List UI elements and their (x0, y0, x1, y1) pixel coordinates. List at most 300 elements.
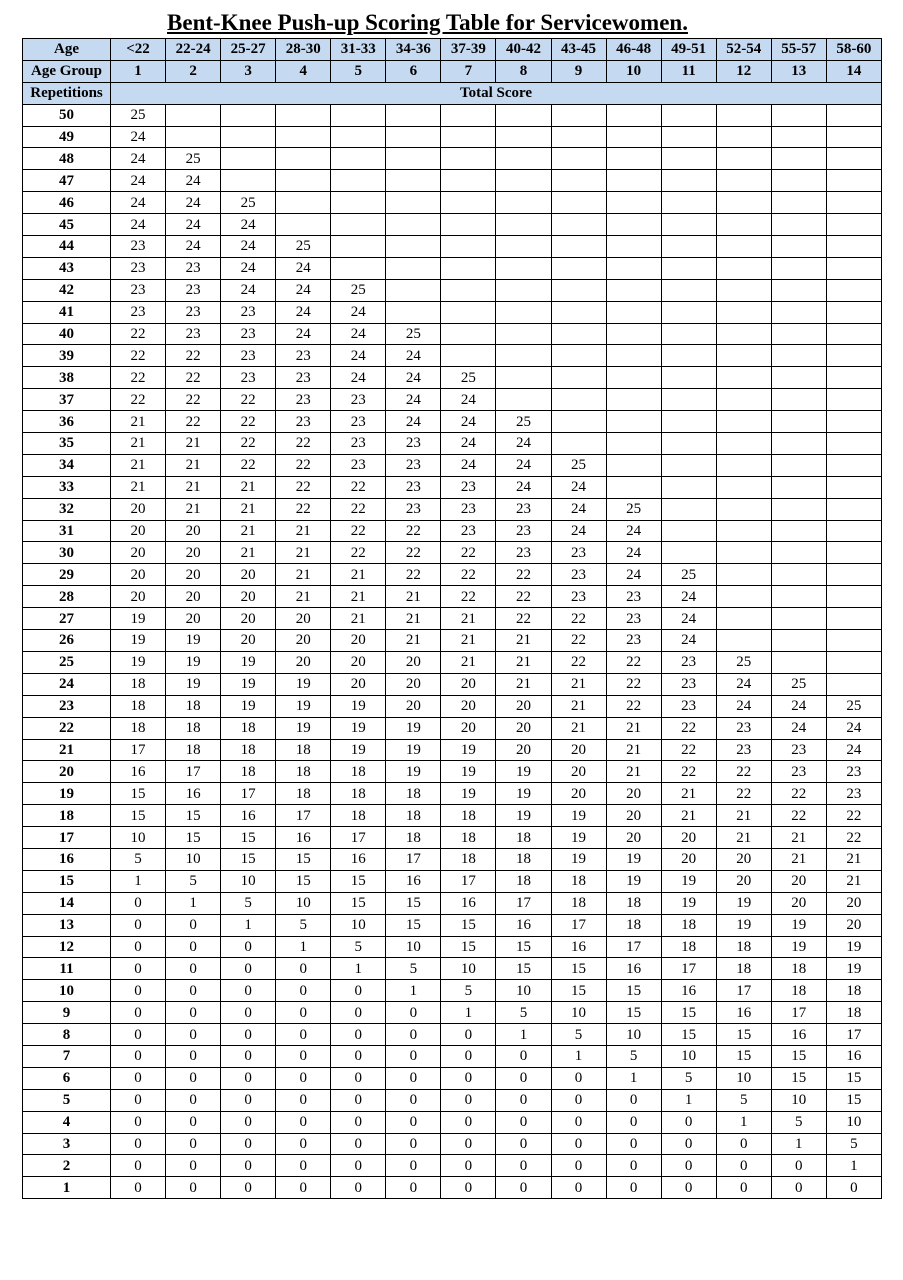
score-cell: 24 (441, 389, 496, 411)
score-cell: 16 (826, 1045, 881, 1067)
score-cell: 0 (111, 1067, 166, 1089)
score-cell: 22 (661, 761, 716, 783)
score-cell (661, 104, 716, 126)
score-cell: 22 (826, 805, 881, 827)
table-row (23, 1067, 882, 1089)
score-cell (441, 170, 496, 192)
table-row (23, 695, 882, 717)
score-cell: 10 (166, 848, 221, 870)
score-cell: 20 (441, 695, 496, 717)
table-row (23, 454, 882, 476)
score-cell: 0 (221, 1177, 276, 1199)
repetitions-cell: 9 (23, 1002, 111, 1024)
score-cell: 16 (606, 958, 661, 980)
score-cell: 22 (276, 476, 331, 498)
score-cell: 22 (441, 564, 496, 586)
score-cell: 19 (771, 914, 826, 936)
score-cell: 23 (496, 542, 551, 564)
score-cell: 20 (606, 783, 661, 805)
repetitions-cell: 11 (23, 958, 111, 980)
score-cell: 17 (276, 805, 331, 827)
age-group-row (23, 60, 882, 82)
score-cell: 23 (221, 367, 276, 389)
score-cell: 24 (276, 257, 331, 279)
score-cell: 24 (496, 476, 551, 498)
score-cell (661, 279, 716, 301)
score-cell: 21 (276, 520, 331, 542)
score-cell: 21 (111, 433, 166, 455)
score-cell: 0 (496, 1089, 551, 1111)
scoring-table (22, 38, 882, 1199)
score-cell: 0 (221, 1045, 276, 1067)
repetitions-cell: 19 (23, 783, 111, 805)
score-cell: 24 (166, 192, 221, 214)
score-cell: 25 (496, 411, 551, 433)
score-cell (606, 454, 661, 476)
table-row (23, 104, 882, 126)
score-cell: 22 (386, 564, 441, 586)
score-cell: 19 (386, 717, 441, 739)
score-cell: 23 (221, 323, 276, 345)
score-cell: 24 (221, 214, 276, 236)
score-cell: 18 (331, 783, 386, 805)
score-cell: 0 (221, 958, 276, 980)
score-cell: 0 (441, 1024, 496, 1046)
score-cell (496, 367, 551, 389)
score-cell: 19 (221, 695, 276, 717)
score-cell: 18 (771, 958, 826, 980)
score-cell: 0 (276, 1024, 331, 1046)
score-cell: 22 (111, 389, 166, 411)
score-cell: 0 (166, 1133, 221, 1155)
score-cell: 5 (221, 892, 276, 914)
score-cell (826, 476, 881, 498)
score-cell (826, 433, 881, 455)
score-cell (386, 236, 441, 258)
score-cell: 21 (386, 608, 441, 630)
score-cell: 24 (716, 695, 771, 717)
score-cell: 20 (716, 848, 771, 870)
score-cell: 23 (166, 279, 221, 301)
score-cell (716, 586, 771, 608)
score-cell (826, 257, 881, 279)
age-range-header: 37-39 (441, 39, 496, 61)
score-cell (551, 301, 606, 323)
score-cell: 22 (331, 498, 386, 520)
score-cell: 23 (111, 236, 166, 258)
table-row (23, 805, 882, 827)
score-cell: 24 (221, 236, 276, 258)
score-cell (386, 214, 441, 236)
score-cell: 10 (276, 892, 331, 914)
score-cell: 5 (166, 870, 221, 892)
score-cell: 19 (276, 717, 331, 739)
score-cell: 22 (331, 542, 386, 564)
table-row (23, 936, 882, 958)
score-cell (606, 104, 661, 126)
repetitions-cell: 46 (23, 192, 111, 214)
repetitions-cell: 50 (23, 104, 111, 126)
score-cell: 20 (386, 673, 441, 695)
score-cell: 25 (221, 192, 276, 214)
score-cell (661, 367, 716, 389)
table-row (23, 367, 882, 389)
score-cell: 24 (276, 279, 331, 301)
score-cell: 5 (386, 958, 441, 980)
score-cell: 18 (276, 739, 331, 761)
score-cell (826, 630, 881, 652)
score-cell: 15 (716, 1045, 771, 1067)
repetitions-cell: 25 (23, 651, 111, 673)
score-cell: 24 (221, 257, 276, 279)
score-cell: 23 (331, 454, 386, 476)
score-cell: 15 (166, 827, 221, 849)
score-cell: 23 (276, 389, 331, 411)
score-cell: 0 (111, 914, 166, 936)
score-body (23, 104, 882, 1199)
score-cell (221, 104, 276, 126)
score-cell: 22 (166, 411, 221, 433)
score-cell: 0 (166, 1155, 221, 1177)
table-row (23, 651, 882, 673)
score-cell: 18 (111, 717, 166, 739)
table-row (23, 1111, 882, 1133)
score-cell: 0 (276, 1133, 331, 1155)
score-cell: 0 (221, 980, 276, 1002)
table-row (23, 958, 882, 980)
score-cell: 22 (386, 542, 441, 564)
score-cell (661, 301, 716, 323)
score-cell (826, 301, 881, 323)
repetitions-cell: 22 (23, 717, 111, 739)
score-cell: 23 (386, 433, 441, 455)
score-cell: 0 (551, 1155, 606, 1177)
score-cell: 24 (276, 301, 331, 323)
repetitions-cell: 42 (23, 279, 111, 301)
age-group-header: 8 (496, 60, 551, 82)
score-cell: 15 (276, 870, 331, 892)
score-cell: 20 (166, 564, 221, 586)
score-cell: 18 (166, 695, 221, 717)
score-cell: 22 (441, 542, 496, 564)
score-cell: 0 (386, 1155, 441, 1177)
score-cell: 15 (276, 848, 331, 870)
score-cell: 0 (221, 936, 276, 958)
score-cell (826, 345, 881, 367)
score-cell: 18 (221, 739, 276, 761)
score-cell: 20 (331, 651, 386, 673)
score-cell (496, 236, 551, 258)
score-cell: 23 (441, 520, 496, 542)
age-group-header: 14 (826, 60, 881, 82)
score-cell: 24 (441, 411, 496, 433)
score-cell: 0 (441, 1045, 496, 1067)
score-cell: 15 (661, 1024, 716, 1046)
score-cell: 0 (331, 1177, 386, 1199)
score-cell: 1 (771, 1133, 826, 1155)
score-cell: 23 (166, 257, 221, 279)
score-cell: 1 (386, 980, 441, 1002)
score-cell: 23 (661, 651, 716, 673)
score-cell: 0 (606, 1155, 661, 1177)
score-cell (716, 279, 771, 301)
score-cell: 22 (826, 827, 881, 849)
score-cell: 22 (276, 433, 331, 455)
score-cell: 20 (496, 717, 551, 739)
score-cell: 18 (386, 827, 441, 849)
score-cell: 16 (166, 783, 221, 805)
score-cell: 22 (606, 673, 661, 695)
score-cell (496, 192, 551, 214)
score-cell: 17 (771, 1002, 826, 1024)
score-cell (331, 126, 386, 148)
score-cell: 19 (496, 761, 551, 783)
score-cell (716, 257, 771, 279)
score-cell: 18 (166, 739, 221, 761)
table-row (23, 148, 882, 170)
score-cell: 21 (221, 520, 276, 542)
score-cell: 1 (551, 1045, 606, 1067)
table-row (23, 783, 882, 805)
score-cell: 17 (716, 980, 771, 1002)
score-cell (716, 454, 771, 476)
score-cell: 0 (111, 1155, 166, 1177)
score-cell: 19 (771, 936, 826, 958)
score-cell: 24 (551, 476, 606, 498)
score-cell: 10 (551, 1002, 606, 1024)
score-cell: 0 (441, 1133, 496, 1155)
score-cell: 15 (606, 980, 661, 1002)
score-cell: 18 (716, 936, 771, 958)
score-cell: 0 (496, 1111, 551, 1133)
score-cell: 0 (276, 980, 331, 1002)
repetitions-cell: 40 (23, 323, 111, 345)
score-cell: 1 (441, 1002, 496, 1024)
score-cell: 0 (441, 1177, 496, 1199)
score-cell: 0 (441, 1155, 496, 1177)
score-cell: 10 (386, 936, 441, 958)
score-cell: 15 (111, 805, 166, 827)
score-cell (661, 214, 716, 236)
score-cell (386, 257, 441, 279)
score-cell: 19 (221, 651, 276, 673)
score-cell: 5 (661, 1067, 716, 1089)
score-cell: 0 (771, 1155, 826, 1177)
score-cell (771, 279, 826, 301)
score-cell: 20 (276, 630, 331, 652)
score-cell: 15 (826, 1089, 881, 1111)
score-cell: 18 (661, 914, 716, 936)
score-cell (771, 520, 826, 542)
score-cell: 21 (606, 717, 661, 739)
score-cell: 21 (551, 717, 606, 739)
score-cell: 0 (276, 1067, 331, 1089)
score-cell (826, 214, 881, 236)
score-cell: 18 (716, 958, 771, 980)
score-cell: 23 (331, 433, 386, 455)
age-range-header: 34-36 (386, 39, 441, 61)
score-cell: 0 (111, 936, 166, 958)
score-cell: 21 (441, 630, 496, 652)
score-cell: 25 (276, 236, 331, 258)
score-cell: 15 (221, 827, 276, 849)
score-cell (551, 126, 606, 148)
score-cell: 22 (496, 586, 551, 608)
score-cell: 24 (496, 433, 551, 455)
repetitions-header-row (23, 82, 882, 104)
score-cell (606, 301, 661, 323)
score-cell: 22 (386, 520, 441, 542)
repetitions-cell: 43 (23, 257, 111, 279)
score-cell: 0 (331, 1111, 386, 1133)
score-cell: 1 (606, 1067, 661, 1089)
repetitions-cell: 10 (23, 980, 111, 1002)
score-cell (826, 170, 881, 192)
score-cell (716, 542, 771, 564)
score-cell: 15 (716, 1024, 771, 1046)
score-cell: 22 (661, 717, 716, 739)
table-row (23, 717, 882, 739)
score-cell: 20 (606, 805, 661, 827)
score-cell: 23 (551, 564, 606, 586)
score-cell: 19 (716, 914, 771, 936)
score-cell (716, 564, 771, 586)
score-cell (276, 126, 331, 148)
score-cell (331, 214, 386, 236)
score-cell: 16 (661, 980, 716, 1002)
score-cell (496, 126, 551, 148)
score-cell: 24 (661, 630, 716, 652)
score-cell (386, 126, 441, 148)
score-cell (661, 389, 716, 411)
score-cell: 19 (661, 870, 716, 892)
score-cell (716, 104, 771, 126)
table-row (23, 498, 882, 520)
score-cell: 0 (496, 1067, 551, 1089)
score-cell (221, 148, 276, 170)
score-cell: 5 (771, 1111, 826, 1133)
score-cell: 24 (661, 608, 716, 630)
score-cell: 0 (276, 958, 331, 980)
score-cell: 22 (716, 783, 771, 805)
score-cell: 18 (441, 848, 496, 870)
score-cell (661, 257, 716, 279)
score-cell: 20 (111, 542, 166, 564)
score-cell: 17 (606, 936, 661, 958)
score-cell: 23 (771, 761, 826, 783)
score-cell: 0 (606, 1133, 661, 1155)
score-cell: 1 (496, 1024, 551, 1046)
score-cell: 0 (111, 1024, 166, 1046)
score-cell (496, 257, 551, 279)
score-cell (551, 433, 606, 455)
score-cell: 21 (716, 805, 771, 827)
score-cell: 1 (276, 936, 331, 958)
table-row (23, 564, 882, 586)
score-cell: 0 (441, 1089, 496, 1111)
score-cell (826, 520, 881, 542)
repetitions-cell: 38 (23, 367, 111, 389)
score-cell: 0 (166, 1111, 221, 1133)
score-cell: 16 (441, 892, 496, 914)
score-cell: 19 (441, 739, 496, 761)
score-cell: 5 (441, 980, 496, 1002)
score-cell (771, 411, 826, 433)
score-cell: 23 (441, 476, 496, 498)
score-cell: 25 (441, 367, 496, 389)
score-cell (661, 411, 716, 433)
score-cell: 20 (551, 783, 606, 805)
score-cell: 25 (771, 673, 826, 695)
score-cell: 15 (606, 1002, 661, 1024)
score-cell: 1 (166, 892, 221, 914)
score-cell: 0 (111, 892, 166, 914)
score-cell: 22 (276, 454, 331, 476)
score-cell (606, 476, 661, 498)
score-cell: 24 (111, 126, 166, 148)
score-cell: 24 (111, 192, 166, 214)
repetitions-cell: 36 (23, 411, 111, 433)
score-cell: 22 (221, 411, 276, 433)
score-cell: 5 (276, 914, 331, 936)
score-cell: 18 (331, 805, 386, 827)
repetitions-cell: 34 (23, 454, 111, 476)
score-cell (661, 126, 716, 148)
score-cell (386, 104, 441, 126)
score-cell (716, 608, 771, 630)
score-cell: 21 (386, 630, 441, 652)
score-cell (716, 192, 771, 214)
score-cell: 19 (551, 848, 606, 870)
score-cell: 0 (331, 1002, 386, 1024)
table-row (23, 520, 882, 542)
score-cell: 0 (716, 1177, 771, 1199)
score-cell: 17 (386, 848, 441, 870)
score-cell (441, 192, 496, 214)
score-cell: 24 (606, 520, 661, 542)
score-cell (826, 608, 881, 630)
score-cell: 15 (496, 958, 551, 980)
table-row (23, 170, 882, 192)
score-cell: 19 (826, 936, 881, 958)
repetitions-cell: 44 (23, 236, 111, 258)
score-cell: 16 (111, 761, 166, 783)
score-cell: 20 (331, 630, 386, 652)
score-cell: 20 (166, 608, 221, 630)
score-cell: 20 (221, 564, 276, 586)
table-row (23, 279, 882, 301)
score-cell: 21 (166, 476, 221, 498)
score-cell: 0 (111, 1089, 166, 1111)
score-cell (771, 148, 826, 170)
score-cell: 0 (221, 1089, 276, 1111)
score-cell: 22 (166, 367, 221, 389)
repetitions-cell: 17 (23, 827, 111, 849)
score-cell: 19 (111, 651, 166, 673)
score-cell: 0 (166, 1024, 221, 1046)
score-cell: 10 (716, 1067, 771, 1089)
score-cell: 21 (496, 651, 551, 673)
score-cell: 20 (111, 564, 166, 586)
score-cell: 21 (221, 476, 276, 498)
repetitions-cell: 26 (23, 630, 111, 652)
score-cell: 23 (826, 783, 881, 805)
score-cell (496, 389, 551, 411)
score-cell: 20 (221, 608, 276, 630)
age-group-header: 6 (386, 60, 441, 82)
score-cell: 19 (111, 608, 166, 630)
score-cell: 17 (166, 761, 221, 783)
